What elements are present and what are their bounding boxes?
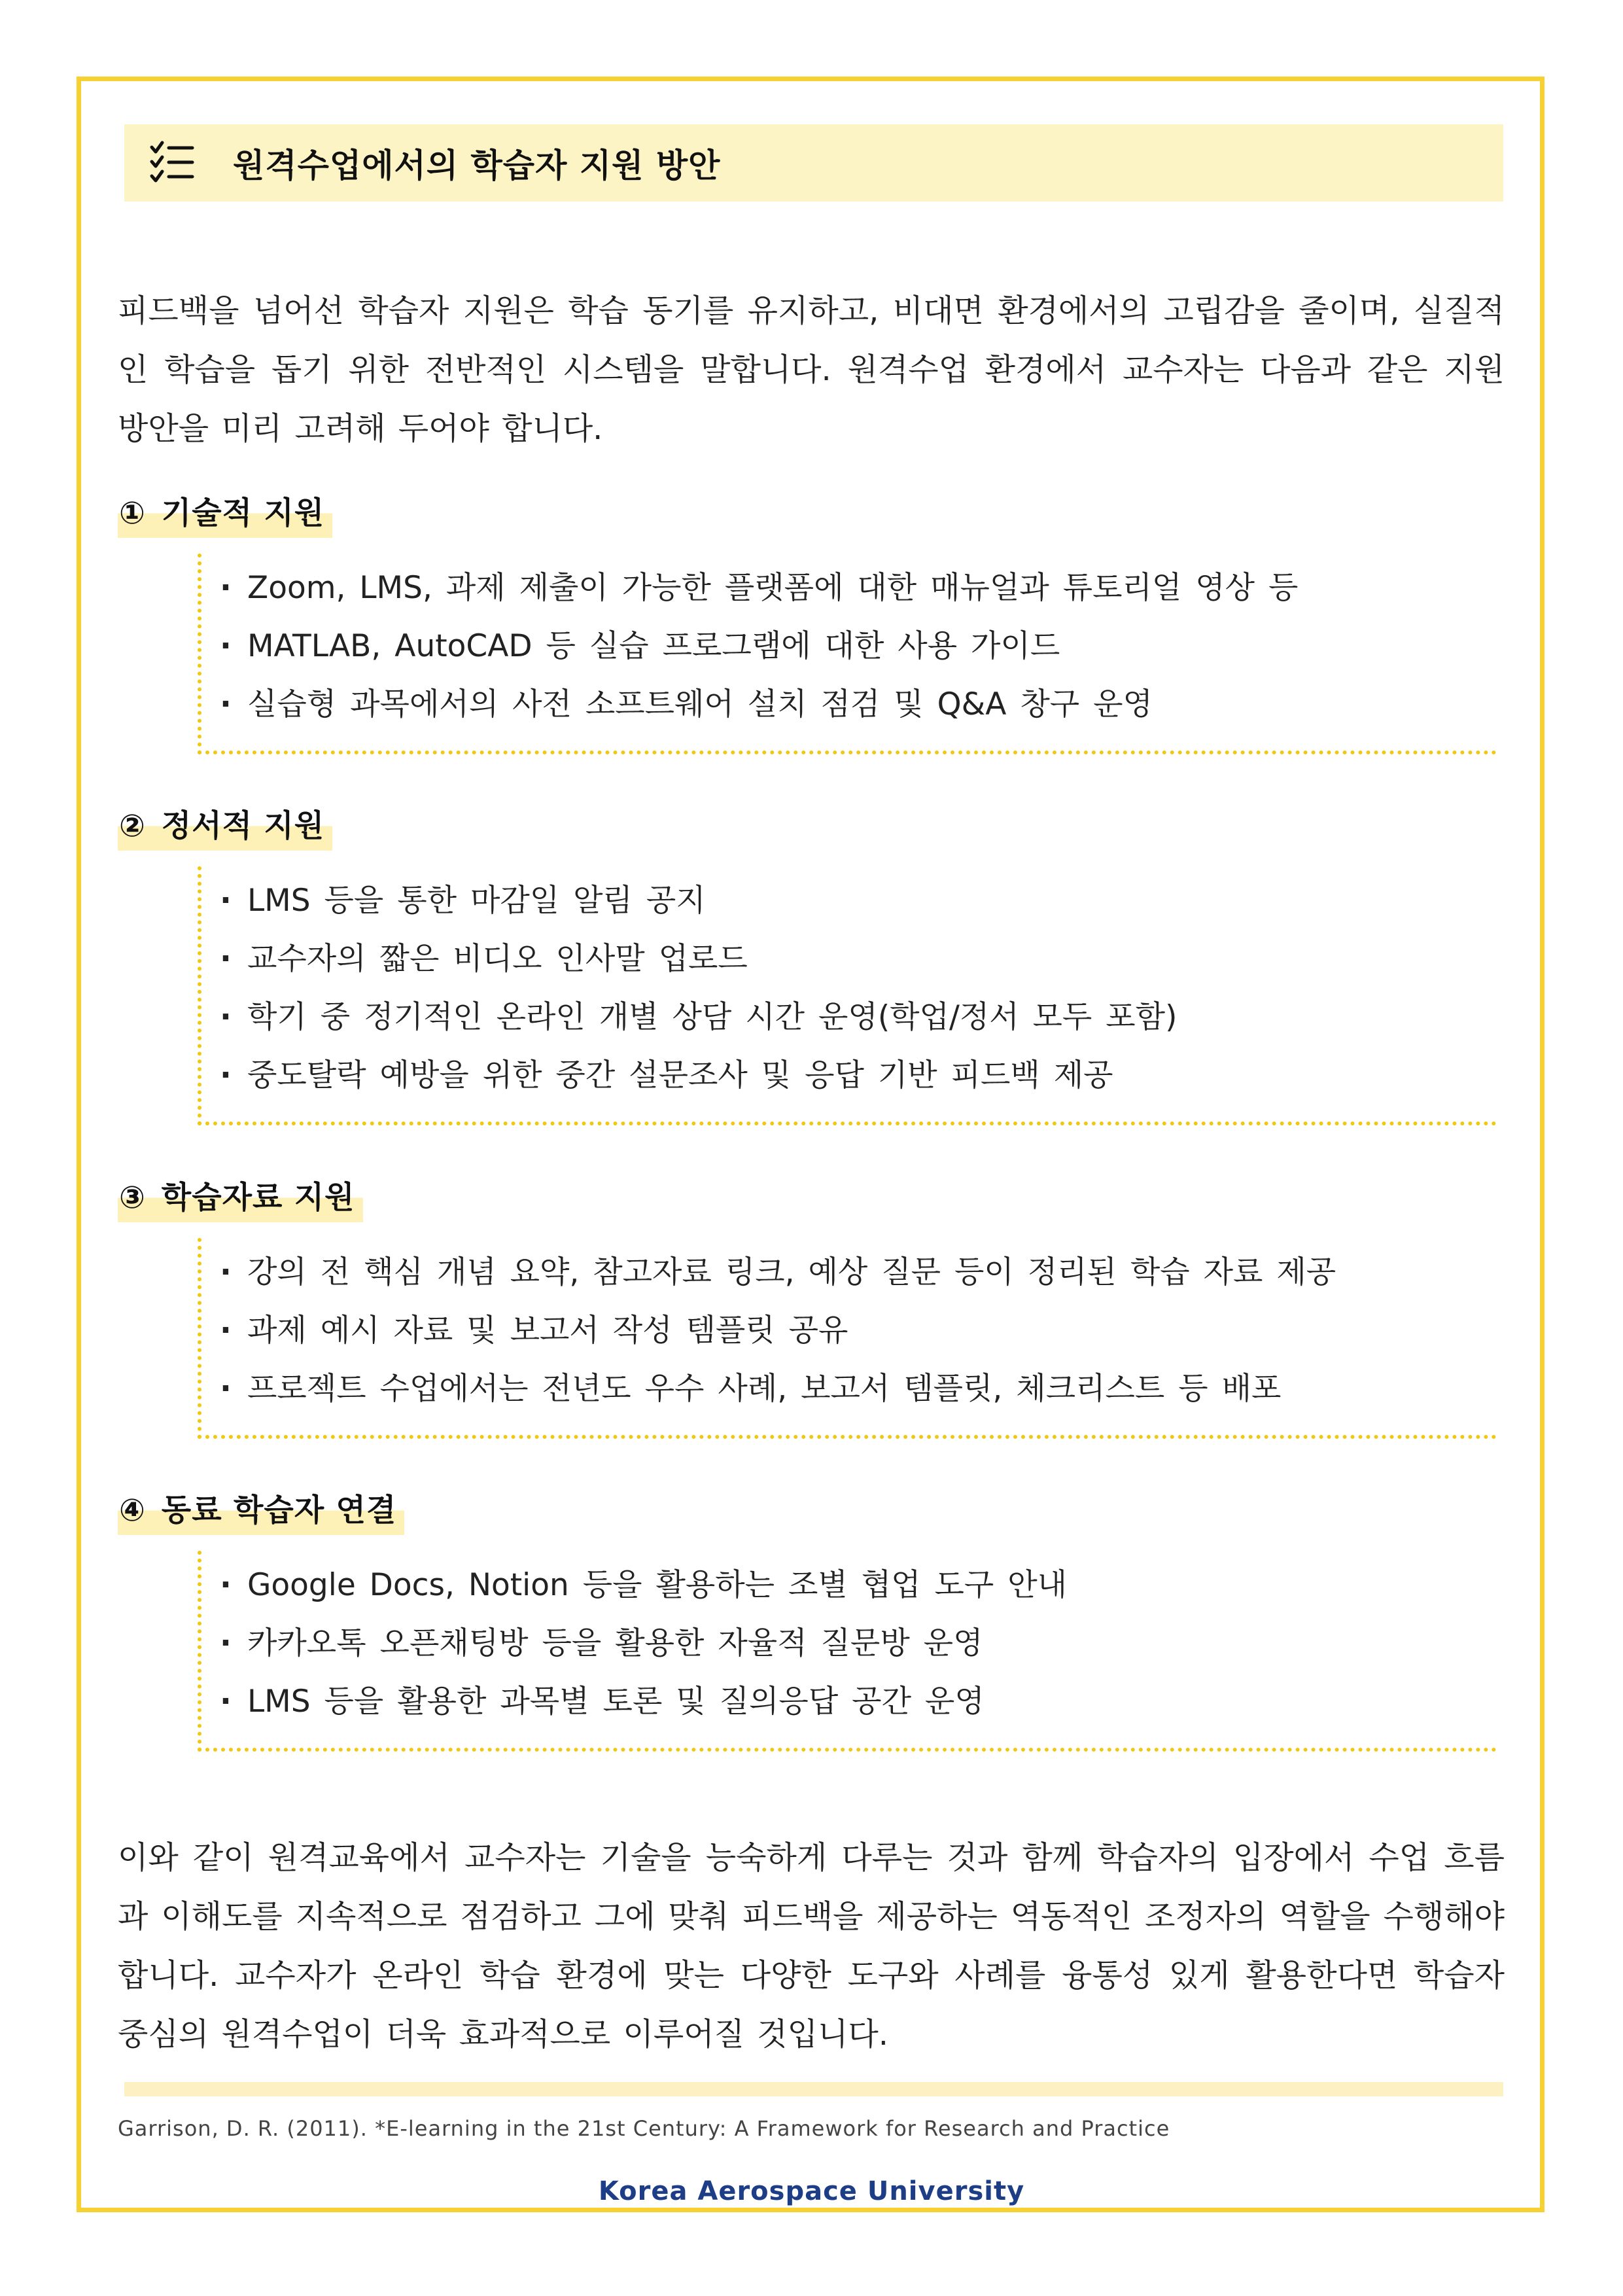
list-item xyxy=(220,1046,1497,1104)
section-heading xyxy=(118,491,332,538)
section-list xyxy=(198,554,1497,754)
list-item-text: 과제 예시 자료 및 보고서 작성 템플릿 공유 xyxy=(247,1313,848,1349)
list-item xyxy=(220,1301,1497,1360)
list-item-text: LMS 등을 통한 마감일 알림 공지 xyxy=(247,883,706,919)
list-item-text: 실습형 과목에서의 사전 소프트웨어 설치 점검 및 Q&A 창구 운영 xyxy=(247,686,1153,722)
bullet: · xyxy=(220,999,232,1035)
list-item xyxy=(220,675,1497,733)
section-technical-support xyxy=(118,491,1505,754)
section-emotional-support xyxy=(118,804,1505,1125)
intro-paragraph: 피드백을 넘어선 학습자 지원은 학습 동기를 유지하고, 비대면 환경에서의 고립감을 줄이며, 실질적인 학습을 돕기 위한 전반적인 시스템을 말합니다. 원격수업 환경에서 교수자는 다음과 같은 지원 방안을 미리 고려해 두어야 합니다. xyxy=(118,292,1505,447)
bullet: · xyxy=(220,1567,232,1603)
page-title: 원격수업에서의 학습자 지원 방안 xyxy=(233,147,721,185)
list-item-text: 카카오톡 오픈채팅방 등을 활용한 자율적 질문방 운영 xyxy=(247,1625,983,1661)
section-number: ③ xyxy=(119,1180,146,1216)
list-item-text: Zoom, LMS, 과제 제출이 가능한 플랫폼에 대한 매뉴얼과 튜토리얼 영상 등 xyxy=(247,570,1299,606)
bullet: · xyxy=(220,883,232,919)
list-item-text: 중도탈락 예방을 위한 중간 설문조사 및 응답 기반 피드백 제공 xyxy=(247,1057,1113,1093)
section-number: ④ xyxy=(119,1492,146,1528)
bullet: · xyxy=(220,1371,232,1407)
list-item xyxy=(220,1614,1497,1672)
list-item xyxy=(220,559,1497,617)
section-title: 동료 학습자 연결 xyxy=(161,1492,397,1528)
bullet: · xyxy=(220,1625,232,1661)
section-material-support xyxy=(118,1175,1505,1439)
checklist-icon xyxy=(149,140,195,186)
bullet: · xyxy=(220,1254,232,1290)
section-title: 기술적 지원 xyxy=(161,495,325,531)
section-list xyxy=(198,1551,1497,1752)
bottom-divider xyxy=(124,2082,1503,2096)
bullet: · xyxy=(220,941,232,977)
section-list xyxy=(198,866,1497,1125)
bullet: · xyxy=(220,1313,232,1349)
conclusion-paragraph: 이와 같이 원격교육에서 교수자는 기술을 능숙하게 다루는 것과 함께 학습자의 입장에서 수업 흐름과 이해도를 지속적으로 점검하고 그에 맞춰 피드백을 제공하는 역동적인 조정자의 역할을 수행해야 합니다. 교수자가 온라인 학습 환경에 맞는 다양한 도구와 사례를 융통성 있게 활용한다면 학습자 중심의 원격수업이 더욱 효과적으로 이루어질 것입니다. xyxy=(118,1839,1505,2053)
section-peer-connection xyxy=(118,1488,1505,1752)
list-item-text: 학기 중 정기적인 온라인 개별 상담 시간 운영(학업/정서 모두 포함) xyxy=(247,999,1178,1035)
section-list xyxy=(198,1238,1497,1439)
citation: Garrison, D. R. (2011). *E-learning in the 21st Century: A Framework for Research and Practice xyxy=(118,2116,1170,2141)
bullet: · xyxy=(220,686,232,722)
section-title: 학습자료 지원 xyxy=(161,1180,355,1216)
list-item-text: 프로젝트 수업에서는 전년도 우수 사례, 보고서 템플릿, 체크리스트 등 배포 xyxy=(247,1371,1282,1407)
list-item xyxy=(220,617,1497,675)
title-bar xyxy=(124,124,1503,202)
list-item-text: 교수자의 짧은 비디오 인사말 업로드 xyxy=(247,941,748,977)
list-item xyxy=(220,872,1497,930)
section-number: ① xyxy=(119,495,146,531)
section-heading xyxy=(118,1488,404,1535)
bullet: · xyxy=(220,628,232,664)
list-item xyxy=(220,988,1497,1046)
list-item-text: 강의 전 핵심 개념 요약, 참고자료 링크, 예상 질문 등이 정리된 학습 자료 제공 xyxy=(247,1254,1336,1290)
bullet: · xyxy=(220,1057,232,1093)
section-number: ② xyxy=(119,808,146,844)
section-title: 정서적 지원 xyxy=(161,808,325,844)
list-item-text: Google Docs, Notion 등을 활용하는 조별 협업 도구 안내 xyxy=(247,1567,1068,1603)
bullet: · xyxy=(220,1684,232,1720)
section-heading xyxy=(118,1175,363,1222)
section-heading xyxy=(118,804,332,851)
list-item xyxy=(220,1360,1497,1418)
bullet: · xyxy=(220,570,232,606)
list-item xyxy=(220,930,1497,988)
list-item xyxy=(220,1672,1497,1731)
list-item xyxy=(220,1243,1497,1301)
footer-university-name: Korea Aerospace University xyxy=(598,2176,1025,2206)
list-item xyxy=(220,1556,1497,1614)
list-item-text: MATLAB, AutoCAD 등 실습 프로그램에 대한 사용 가이드 xyxy=(247,628,1060,664)
list-item-text: LMS 등을 활용한 과목별 토론 및 질의응답 공간 운영 xyxy=(247,1684,985,1720)
